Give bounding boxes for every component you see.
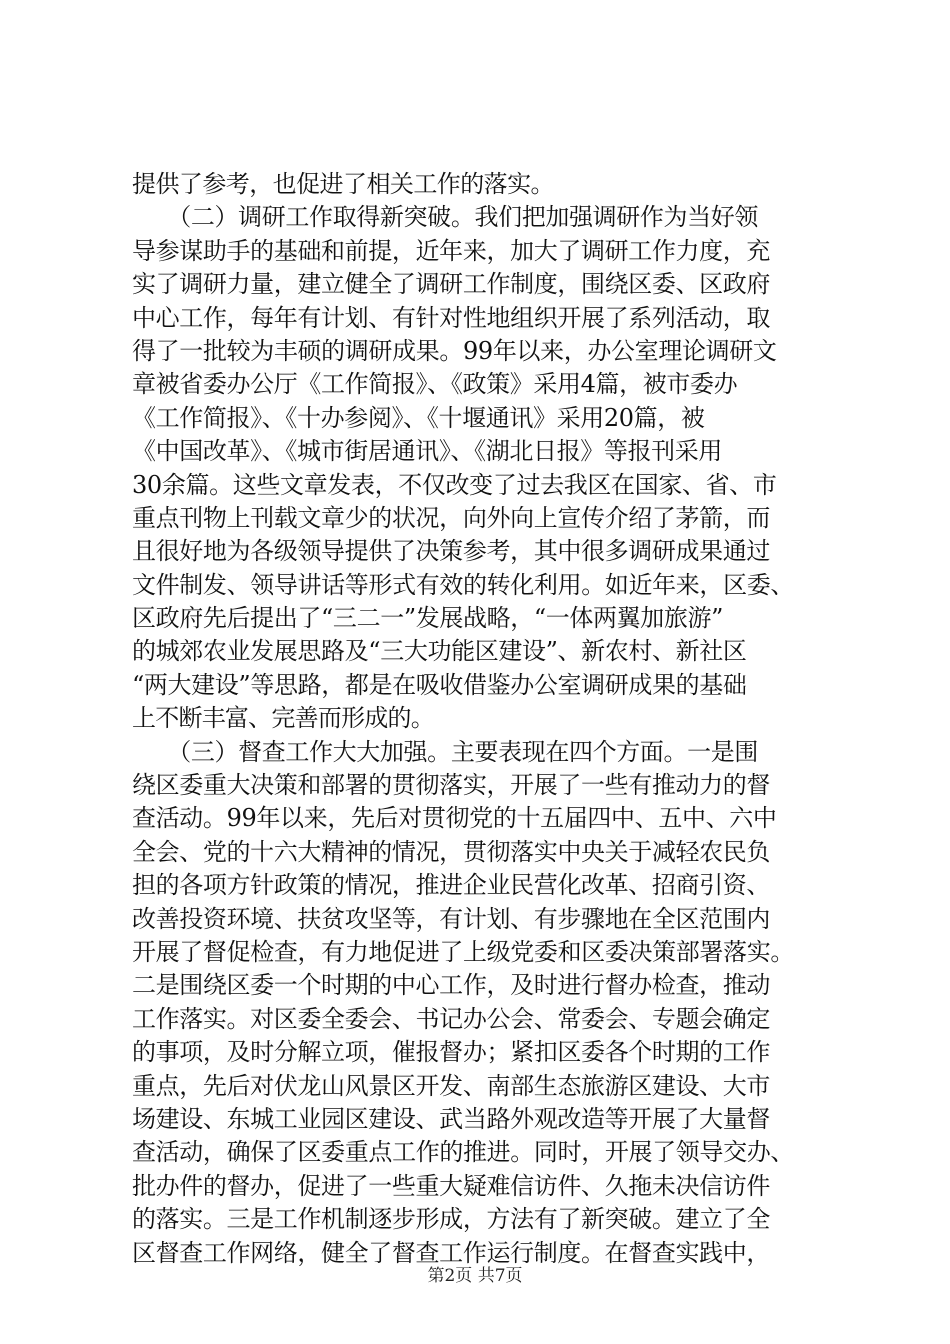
text-line: 重点，先后对伏龙山风景区开发、南部生态旅游区建设、大市 (132, 1071, 770, 1100)
text-line: 批办件的督办，促进了一些重大疑难信访件、久拖未决信访件 (132, 1171, 770, 1200)
text-line: 担的各项方针政策的情况，推进企业民营化改革、招商引资、 (132, 871, 770, 900)
text-line: 区政府先后提出了“三二一”发展战略，“一体两翼加旅游” (132, 604, 724, 633)
text-line: 的事项，及时分解立项，催报督办；紧扣区委各个时期的工作 (132, 1038, 770, 1067)
text-line: “两大建设”等思路，都是在吸收借鉴办公室调研成果的基础 (132, 670, 747, 699)
text-line: 实了调研力量，建立健全了调研工作制度，围绕区委、区政府 (132, 270, 770, 299)
text-line: 且很好地为各级领导提供了决策参考，其中很多调研成果通过 (132, 537, 770, 566)
text-line: 开展了督促检查，有力地促进了上级党委和区委决策部署落实。 (132, 937, 794, 966)
text-line: 的落实。三是工作机制逐步形成，方法有了新突破。建立了全 (132, 1205, 770, 1234)
body-text (132, 168, 832, 1270)
page-footer: 第2页 共7页 (427, 1266, 523, 1286)
text-line: 二是围绕区委一个时期的中心工作，及时进行督办检查，推动 (132, 971, 770, 1000)
text-line: 上不断丰富、完善而形成的。 (132, 704, 434, 733)
text-line: 的城郊农业发展思路及“三大功能区建设”、新农村、新社区 (132, 637, 747, 666)
text-line: 工作落实。对区委全委会、书记办公会、常委会、专题会确定 (132, 1004, 770, 1033)
text-line: （二）调研工作取得新突破。我们把加强调研作为当好领 (132, 203, 758, 232)
text-line: 提供了参考，也促进了相关工作的落实。 (132, 170, 554, 198)
text-line: 《工作简报》、《十办参阅》、《十堰通讯》采用20篇，被 (132, 403, 705, 432)
text-line: 场建设、东城工业园区建设、武当路外观改造等开展了大量督 (132, 1104, 770, 1133)
text-line: 改善投资环境、扶贫攻坚等，有计划、有步骤地在全区范围内 (132, 904, 770, 933)
text-line: 绕区委重大决策和部署的贯彻落实，开展了一些有推动力的督 (132, 771, 770, 800)
text-line: 30余篇。这些文章发表，不仅改变了过去我区在国家、省、市 (132, 470, 777, 499)
text-line: 章被省委办公厅《工作简报》、《政策》采用4篇，被市委办 (132, 370, 738, 399)
text-line: 全会、党的十六大精神的情况，贯彻落实中央关于减轻农民负 (132, 837, 770, 866)
text-line: （三）督查工作大大加强。主要表现在四个方面。一是围 (132, 737, 758, 766)
text-line: 查活动，确保了区委重点工作的推进。同时，开展了领导交办、 (132, 1138, 794, 1167)
text-line: 得了一批较为丰硕的调研成果。99年以来，办公室理论调研文 (132, 336, 777, 365)
text-line: 区督查工作网络，健全了督查工作运行制度。在督查实践中， (132, 1238, 770, 1267)
text-line: 查活动。99年以来，先后对贯彻党的十五届四中、五中、六中 (132, 804, 777, 833)
text-line: 中心工作，每年有计划、有针对性地组织开展了系列活动，取 (132, 303, 770, 332)
text-line: 《中国改革》、《城市街居通讯》、《湖北日报》等报刊采用 (132, 437, 722, 466)
text-line: 重点刊物上刊载文章少的状况，向外向上宣传介绍了茅箭，而 (132, 503, 770, 532)
text-line: 文件制发、领导讲话等形式有效的转化利用。如近年来，区委、 (132, 570, 794, 599)
text-line: 导参谋助手的基础和前提，近年来，加大了调研工作力度，充 (132, 236, 770, 265)
